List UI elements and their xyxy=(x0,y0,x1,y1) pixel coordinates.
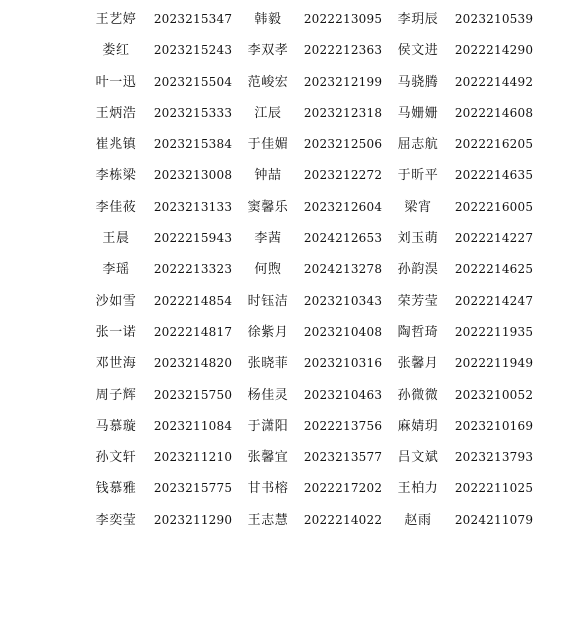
student-name: 于佳媚 xyxy=(247,137,289,153)
table-row xyxy=(0,442,588,473)
student-id: 2022214854 xyxy=(153,293,233,308)
table-row xyxy=(0,4,588,35)
student-name: 王柏力 xyxy=(397,481,439,497)
student-id: 2023215347 xyxy=(153,12,233,26)
student-name: 张馨月 xyxy=(397,356,439,372)
student-id: 2022214817 xyxy=(153,324,233,339)
student-id: 2022215943 xyxy=(153,231,233,246)
student-name: 于潇阳 xyxy=(247,418,289,434)
student-name: 何煦 xyxy=(254,262,282,278)
student-name: 韩毅 xyxy=(254,12,282,27)
student-name: 孙微微 xyxy=(397,387,439,403)
student-name: 吕文斌 xyxy=(397,450,439,466)
student-id: 2022211935 xyxy=(454,324,534,339)
table-row xyxy=(0,254,588,285)
student-id: 2022212363 xyxy=(303,43,383,58)
student-id: 2023212506 xyxy=(303,137,383,152)
student-name: 徐紫月 xyxy=(247,324,289,340)
student-id: 2023212604 xyxy=(303,199,383,214)
student-id: 2023211210 xyxy=(153,450,233,465)
student-id: 2023215750 xyxy=(153,387,233,402)
student-name: 孙韵淏 xyxy=(397,262,439,278)
student-name: 荣芳莹 xyxy=(397,293,439,309)
student-name: 侯文进 xyxy=(397,43,439,59)
student-id: 2023211290 xyxy=(153,512,233,527)
student-id: 2023215243 xyxy=(153,43,233,58)
student-id: 2022217202 xyxy=(303,481,383,496)
student-name: 马骁腾 xyxy=(397,74,439,90)
student-name: 李佳莜 xyxy=(95,199,137,215)
table-row xyxy=(0,505,588,536)
student-name: 刘玉萌 xyxy=(397,231,439,247)
student-id: 2022214290 xyxy=(454,43,534,58)
student-id: 2022213095 xyxy=(303,12,383,26)
table-row xyxy=(0,380,588,411)
student-name: 甘书榕 xyxy=(247,481,289,497)
student-id: 2024213278 xyxy=(303,262,383,277)
table-row xyxy=(0,473,588,504)
student-name: 王晨 xyxy=(102,231,130,247)
student-id: 2022214625 xyxy=(454,262,534,277)
student-name: 张馨宜 xyxy=(247,450,289,466)
student-id: 2023210463 xyxy=(303,387,383,402)
student-name: 钟喆 xyxy=(254,168,282,184)
student-id: 2024212653 xyxy=(303,231,383,246)
student-id: 2023211084 xyxy=(153,418,233,433)
student-roster-table xyxy=(0,4,588,536)
student-name: 叶一迅 xyxy=(95,74,137,90)
student-name: 钱慕雅 xyxy=(95,481,137,497)
student-name: 李双孝 xyxy=(247,43,289,59)
table-row xyxy=(0,192,588,223)
student-id: 2023210343 xyxy=(303,293,383,308)
table-row xyxy=(0,98,588,129)
student-id: 2022216205 xyxy=(454,137,534,152)
student-name: 于昕平 xyxy=(397,168,439,184)
student-name: 梁宵 xyxy=(404,199,432,215)
table-row xyxy=(0,317,588,348)
student-name: 李瑶 xyxy=(102,262,130,278)
student-id: 2023213793 xyxy=(454,450,534,465)
table-row xyxy=(0,35,588,66)
student-id: 2023215775 xyxy=(153,481,233,496)
student-id: 2023210052 xyxy=(454,387,534,402)
student-id: 2022214492 xyxy=(454,74,534,89)
student-id: 2022214227 xyxy=(454,231,534,246)
student-name: 王炳浩 xyxy=(95,105,137,121)
student-id: 2022211949 xyxy=(454,356,534,371)
student-name: 李栋梁 xyxy=(95,168,137,184)
student-name: 沙如雪 xyxy=(95,293,137,309)
student-name: 陶哲琦 xyxy=(397,324,439,340)
student-id: 2023215333 xyxy=(153,105,233,120)
student-name: 崔兆镇 xyxy=(95,137,137,153)
student-name: 王艺婷 xyxy=(95,12,137,27)
student-name: 娄红 xyxy=(102,43,130,59)
student-name: 时钰洁 xyxy=(247,293,289,309)
student-id: 2023210169 xyxy=(454,418,534,433)
student-name: 孙文轩 xyxy=(95,450,137,466)
student-id: 2022216005 xyxy=(454,199,534,214)
student-name: 范峻宏 xyxy=(247,74,289,90)
student-name: 邓世海 xyxy=(95,356,137,372)
table-row xyxy=(0,286,588,317)
student-name: 周子辉 xyxy=(95,387,137,403)
table-row xyxy=(0,67,588,98)
student-id: 2023214820 xyxy=(153,356,233,371)
student-id: 2023212318 xyxy=(303,105,383,120)
student-name: 麻婧玥 xyxy=(397,418,439,434)
student-name: 赵雨 xyxy=(404,512,432,528)
table-row xyxy=(0,129,588,160)
student-name: 王志慧 xyxy=(247,512,289,528)
student-name: 张晓菲 xyxy=(247,356,289,372)
student-id: 2023210408 xyxy=(303,324,383,339)
student-name: 张一诺 xyxy=(95,324,137,340)
student-id: 2023215384 xyxy=(153,137,233,152)
student-name: 马姗姗 xyxy=(397,105,439,121)
student-id: 2023210316 xyxy=(303,356,383,371)
table-row xyxy=(0,223,588,254)
student-name: 李茜 xyxy=(254,231,282,247)
student-name: 屈志航 xyxy=(397,137,439,153)
student-id: 2022213756 xyxy=(303,418,383,433)
student-name: 杨佳灵 xyxy=(247,387,289,403)
table-row xyxy=(0,411,588,442)
student-id: 2023212272 xyxy=(303,168,383,183)
student-name: 窦馨乐 xyxy=(247,199,289,215)
table-row xyxy=(0,348,588,379)
student-id: 2023212199 xyxy=(303,74,383,89)
student-id: 2023213133 xyxy=(153,199,233,214)
student-id: 2023213008 xyxy=(153,168,233,183)
student-id: 2024211079 xyxy=(454,512,534,527)
student-id: 2023213577 xyxy=(303,450,383,465)
student-id: 2022213323 xyxy=(153,262,233,277)
student-id: 2022214022 xyxy=(303,512,383,527)
student-name: 李玥辰 xyxy=(397,12,439,27)
table-row xyxy=(0,160,588,191)
student-id: 2022214608 xyxy=(454,105,534,120)
student-id: 2022214247 xyxy=(454,293,534,308)
student-id: 2023210539 xyxy=(454,12,534,26)
student-name: 李奕莹 xyxy=(95,512,137,528)
student-name: 江辰 xyxy=(254,105,282,121)
student-id: 2023215504 xyxy=(153,74,233,89)
student-id: 2022214635 xyxy=(454,168,534,183)
student-id: 2022211025 xyxy=(454,481,534,496)
student-name: 马慕璇 xyxy=(95,418,137,434)
